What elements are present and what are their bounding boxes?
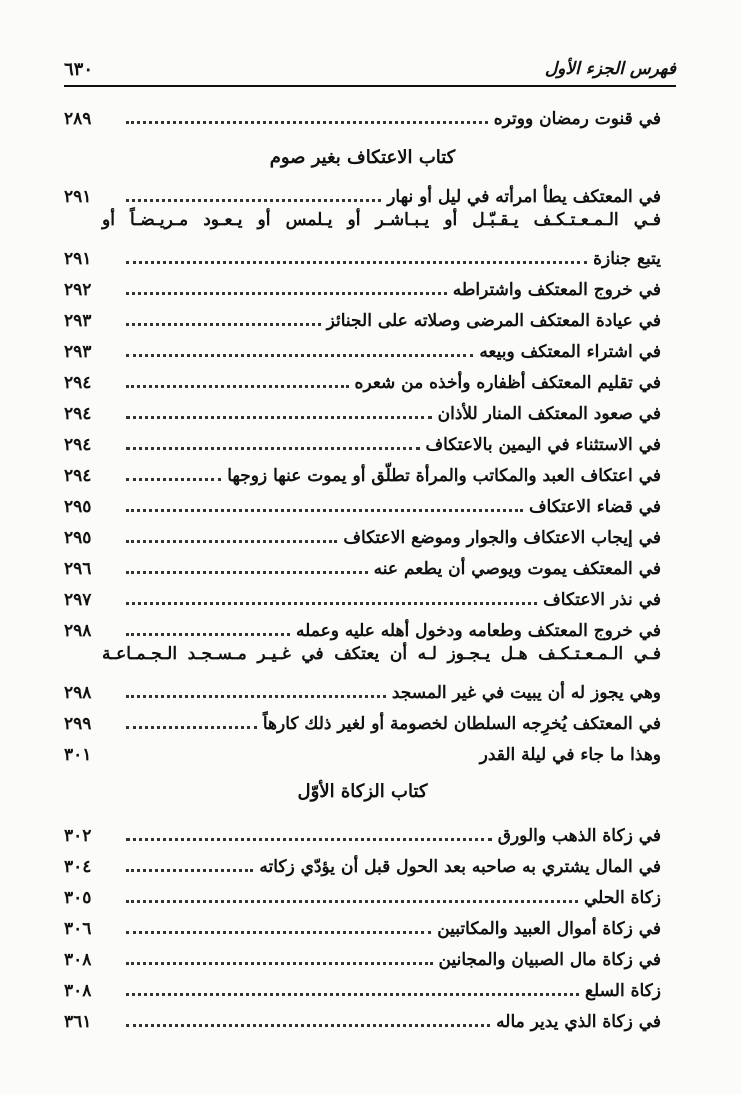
running-header <box>64 55 676 87</box>
entry-wrapped-line: فـي الـمـعـتـكـف هـل يـجـوز لـه أن يعتكف في غـيـر مـسـجـد الـجـمـاعـة <box>102 644 661 664</box>
toc-entry <box>64 240 661 270</box>
toc-entry <box>64 426 661 456</box>
leader-dots <box>126 416 432 419</box>
toc-entry <box>64 550 661 580</box>
entry-wrapped-line: فـي الـمـعـتـكـف يـقـبّـل أو يـبـاشـر أو يـلمس أو يـعـود مـريـضـاً أو <box>102 210 661 230</box>
toc-entry <box>64 488 661 518</box>
leader-dots <box>126 292 447 295</box>
entry-title: في الاستثناء في اليمين بالاعتكاف <box>425 434 661 455</box>
leader-dots <box>126 385 349 388</box>
entry-page: ٢٩٦ <box>64 558 92 579</box>
entry-page: ٣٠١ <box>64 744 92 765</box>
toc-entry <box>64 395 661 425</box>
entry-title: في اعتكاف العبد والمكاتب والمرأة تطلّق أو يموت عنها زوجها <box>227 465 661 486</box>
toc-entry <box>64 705 661 735</box>
entry-page: ٢٩١ <box>64 248 92 269</box>
toc-entry <box>64 674 661 704</box>
leader-dots <box>126 695 386 698</box>
leader-dots <box>126 757 474 760</box>
leader-dots <box>126 447 420 450</box>
entry-title: في خروج المعتكف واشتراطه <box>452 279 661 300</box>
entry-page: ٢٩٢ <box>64 279 92 300</box>
toc-entry <box>64 100 661 130</box>
entry-page: ٣٠٥ <box>64 887 92 908</box>
entry-title: وهي يجوز له أن يبيت في غير المسجد <box>391 682 661 703</box>
entry-title: في زكاة أموال العبيد والمكاتبين <box>437 918 661 939</box>
entry-title: في تقليم المعتكف أظفاره وأخذه من شعره <box>354 372 661 393</box>
entry-page: ٢٩٨ <box>64 682 92 703</box>
entry-page: ٢٩٥ <box>64 496 92 517</box>
entry-page: ٢٩٤ <box>64 434 92 455</box>
leader-dots <box>126 838 492 841</box>
header-title: فهرس الجزء الأول <box>544 59 676 79</box>
section-heading: كتاب الزكاة الأوّل <box>297 781 428 802</box>
leader-dots <box>126 199 381 202</box>
entry-title: في المعتكف يموت ويوصي أن يطعم عنه <box>373 558 661 579</box>
toc-entry <box>64 972 661 1002</box>
entry-page: ٣٠٨ <box>64 980 92 1001</box>
entry-page: ٣٦١ <box>64 1011 92 1032</box>
entry-title: في المعتكف يُخرِجه السلطان لخصومة أو لغير ذلك كارهاً <box>262 713 661 734</box>
leader-dots <box>126 261 587 264</box>
leader-dots <box>126 354 473 357</box>
leader-dots <box>126 962 433 965</box>
leader-dots <box>126 726 257 729</box>
entry-title: في خروج المعتكف وطعامه ودخول أهله عليه وعمله <box>296 620 661 641</box>
toc-entry <box>64 581 661 611</box>
leader-dots <box>126 931 431 934</box>
leader-dots <box>126 121 488 124</box>
toc-entry <box>64 910 661 940</box>
entry-title: في عيادة المعتكف المرضى وصلاته على الجنائز <box>326 310 661 331</box>
entry-page: ٢٩٥ <box>64 527 92 548</box>
entry-page: ٢٩٤ <box>64 403 92 424</box>
entry-page: ٣٠٢ <box>64 825 92 846</box>
entry-page: ٢٩٩ <box>64 713 92 734</box>
page-number: ٦٣٠ <box>64 59 94 80</box>
entry-page: ٢٩٧ <box>64 589 92 610</box>
entry-title: في قنوت رمضان ووتره <box>493 108 661 129</box>
leader-dots <box>126 540 337 543</box>
entry-title: في قضاء الاعتكاف <box>528 496 661 517</box>
leader-dots <box>126 509 523 512</box>
entry-page: ٢٩٣ <box>64 341 92 362</box>
leader-dots <box>126 571 368 574</box>
entry-page: ٢٨٩ <box>64 108 92 129</box>
entry-page: ٣٠٦ <box>64 918 92 939</box>
entry-title: في صعود المعتكف المنار للأذان <box>437 403 661 424</box>
leader-dots <box>126 633 290 636</box>
entry-title: في زكاة الذي يدير ماله <box>496 1011 661 1032</box>
leader-dots <box>126 478 221 481</box>
leader-dots <box>126 602 537 605</box>
leader-dots <box>126 323 321 326</box>
entry-title: في نذر الاعتكاف <box>543 589 661 610</box>
toc-entry <box>64 333 661 363</box>
entry-page: ٢٩٤ <box>64 372 92 393</box>
entry-page: ٢٩٤ <box>64 465 92 486</box>
leader-dots <box>126 993 579 996</box>
toc-entry <box>64 817 661 847</box>
toc-entry <box>64 612 661 642</box>
leader-dots <box>126 1024 490 1027</box>
entry-title: يتبع جنازة <box>593 248 661 269</box>
toc-entry <box>64 941 661 971</box>
entry-page: ٣٠٨ <box>64 949 92 970</box>
toc-entry <box>64 519 661 549</box>
leader-dots <box>126 869 253 872</box>
entry-title: في المال يشتري به صاحبه بعد الحول قبل أن يؤدّي زكاته <box>259 856 661 877</box>
toc-entry <box>64 364 661 394</box>
section-heading: كتاب الاعتكاف بغير صوم <box>269 147 456 168</box>
toc-entry <box>64 736 661 766</box>
entry-title: زكاة السلع <box>584 980 661 1001</box>
entry-title: في زكاة الذهب والورق <box>497 825 661 846</box>
entry-title: في إيجاب الاعتكاف والجوار وموضع الاعتكاف <box>343 527 661 548</box>
entry-title: زكاة الحلي <box>584 887 661 908</box>
toc-entry <box>64 178 661 208</box>
toc-entry <box>64 302 661 332</box>
entry-title: في اشتراء المعتكف وبيعه <box>479 341 661 362</box>
entry-title: في المعتكف يطأ امرأته في ليل أو نهار <box>387 186 661 207</box>
entry-page: ٣٠٤ <box>64 856 92 877</box>
toc-entry <box>64 457 661 487</box>
entry-page: ٢٩٣ <box>64 310 92 331</box>
entry-page: ٢٩١ <box>64 186 92 207</box>
entry-title: وهذا ما جاء في ليلة القدر <box>479 744 661 765</box>
entry-title: في زكاة مال الصبيان والمجانين <box>438 949 661 970</box>
toc-entry <box>64 848 661 878</box>
toc-entry <box>64 271 661 301</box>
toc-entry <box>64 879 661 909</box>
leader-dots <box>126 900 578 903</box>
entry-page: ٢٩٨ <box>64 620 92 641</box>
toc-entry <box>64 1003 661 1033</box>
